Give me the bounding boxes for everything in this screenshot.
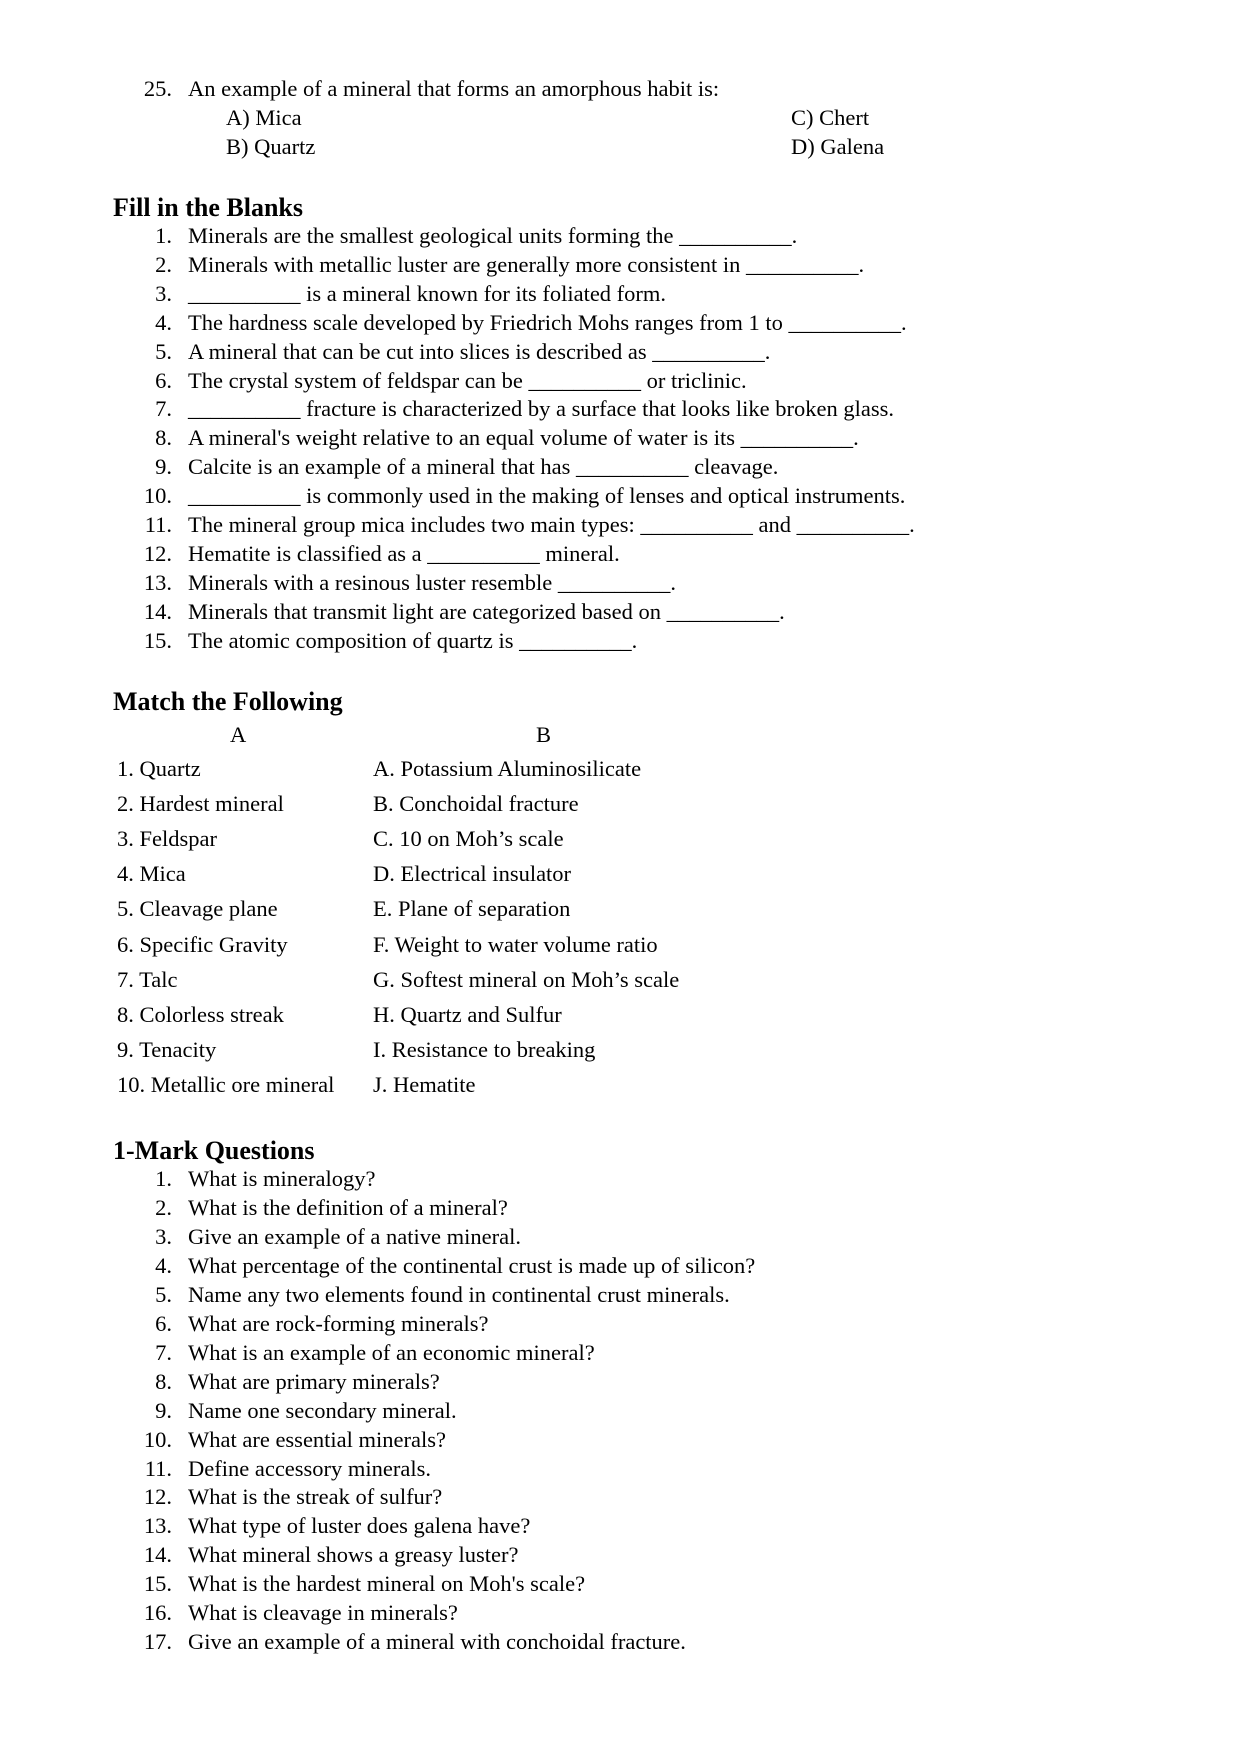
fill-blank-item-text: __________ is commonly used in the making of lenses and optical instruments.	[188, 483, 906, 509]
one-mark-item-text: Give an example of a native mineral.	[188, 1223, 521, 1249]
option-b: B) Quartz	[226, 134, 316, 159]
one-mark-item-text: What is the definition of a mineral?	[188, 1194, 508, 1220]
match-row-b: E. Plane of separation	[373, 896, 571, 922]
one-mark-item-text: What are rock-forming minerals?	[188, 1310, 489, 1336]
match-row-a: 4. Mica	[117, 861, 186, 887]
fill-blank-item-number: 13.	[143, 569, 172, 595]
fill-blank-item-text: A mineral's weight relative to an equal volume of water is its __________.	[188, 425, 859, 451]
one-mark-item-number: 12.	[143, 1484, 172, 1510]
option-d: D) Galena	[791, 134, 885, 159]
question-number: 25.	[143, 76, 172, 101]
match-row-b: D. Electrical insulator	[373, 861, 572, 887]
match-row-a: 2. Hardest mineral	[117, 791, 284, 817]
option-c: C) Chert	[791, 105, 870, 130]
fill-blank-item-number: 15.	[143, 627, 172, 653]
match-row-a: 8. Colorless streak	[117, 1001, 284, 1027]
fill-blank-item-text: Minerals with metallic luster are generally more consistent in __________.	[188, 251, 865, 277]
fill-blank-item-number: 7.	[155, 396, 172, 422]
match-row-b: I. Resistance to breaking	[373, 1036, 596, 1062]
fill-blank-item-number: 14.	[143, 598, 172, 624]
match-row-b: F. Weight to water volume ratio	[373, 931, 658, 957]
fill-blank-item-text: __________ is a mineral known for its foliated form.	[188, 280, 667, 306]
one-mark-item-number: 10.	[143, 1426, 172, 1452]
one-mark-item-text: What percentage of the continental crust is made up of silicon?	[188, 1252, 756, 1278]
one-mark-item-text: What are essential minerals?	[188, 1426, 447, 1452]
match-row-a: 3. Feldspar	[117, 826, 217, 852]
fill-blank-item-number: 11.	[144, 512, 172, 537]
one-mark-item-text: Define accessory minerals.	[188, 1455, 432, 1481]
match-row-a: 6. Specific Gravity	[117, 931, 288, 957]
section-heading-one-mark: 1-Mark Questions	[113, 1136, 315, 1165]
fill-blank-item-text: The hardness scale developed by Friedrich Mohs ranges from 1 to __________.	[188, 309, 907, 335]
one-mark-item-number: 5.	[155, 1281, 172, 1307]
fill-blank-item-number: 3.	[155, 280, 172, 306]
option-a: A) Mica	[226, 105, 302, 130]
one-mark-item-text: What mineral shows a greasy luster?	[188, 1542, 519, 1568]
fill-blank-item-text: The atomic composition of quartz is __________.	[188, 627, 638, 653]
one-mark-item-number: 9.	[155, 1397, 172, 1423]
one-mark-item-text: Name one secondary mineral.	[188, 1397, 457, 1423]
match-row-b: H. Quartz and Sulfur	[373, 1001, 562, 1027]
match-row-a: 9. Tenacity	[117, 1036, 217, 1062]
one-mark-item-text: What are primary minerals?	[188, 1368, 440, 1394]
one-mark-item-text: What is an example of an economic mineral?	[188, 1339, 595, 1365]
fill-blank-item-text: Minerals that transmit light are categorized based on __________.	[188, 598, 785, 624]
fill-blank-item-number: 10.	[143, 483, 172, 509]
fill-blank-item-number: 6.	[155, 367, 172, 393]
column-a-header: A	[230, 722, 247, 747]
match-row-b: J. Hematite	[373, 1071, 476, 1097]
match-row-b: G. Softest mineral on Moh’s scale	[373, 966, 680, 992]
fill-blank-item-text: Minerals with a resinous luster resemble __________.	[188, 569, 677, 595]
fill-blank-item-text: __________ fracture is characterized by a surface that looks like broken glass.	[188, 396, 894, 422]
match-row-a: 7. Talc	[117, 966, 178, 992]
one-mark-item-number: 7.	[155, 1339, 172, 1365]
match-row-b: C. 10 on Moh’s scale	[373, 826, 564, 852]
one-mark-item-number: 4.	[155, 1252, 172, 1278]
one-mark-item-text: What is mineralogy?	[188, 1166, 376, 1191]
one-mark-item-number: 8.	[155, 1368, 172, 1394]
one-mark-item-number: 13.	[143, 1513, 172, 1539]
one-mark-item-number: 3.	[155, 1223, 172, 1249]
section-heading-fill-blanks: Fill in the Blanks	[113, 193, 303, 222]
fill-blank-item-text: A mineral that can be cut into slices is described as __________.	[188, 338, 771, 364]
one-mark-item-text: Name any two elements found in continental crust minerals.	[188, 1281, 730, 1307]
fill-blank-item-number: 12.	[143, 540, 172, 566]
one-mark-item-number: 15.	[143, 1571, 172, 1597]
fill-blank-item-number: 4.	[155, 309, 172, 335]
fill-blank-item-number: 2.	[155, 251, 172, 277]
match-row-a: 10. Metallic ore mineral	[117, 1071, 335, 1097]
fill-blank-item-number: 1.	[155, 223, 172, 248]
fill-blank-item-text: Calcite is an example of a mineral that has __________ cleavage.	[188, 454, 779, 480]
fill-blank-item-text: Hematite is classified as a __________ mineral.	[188, 540, 620, 566]
fill-blank-item-number: 8.	[155, 425, 172, 451]
one-mark-item-text: What is the hardest mineral on Moh's scale?	[188, 1571, 586, 1597]
one-mark-item-text: What is the streak of sulfur?	[188, 1484, 443, 1510]
one-mark-item-text: What is cleavage in minerals?	[188, 1600, 458, 1626]
one-mark-item-number: 2.	[155, 1194, 172, 1220]
match-row-a: 5. Cleavage plane	[117, 896, 278, 922]
question-text: An example of a mineral that forms an amorphous habit is:	[188, 76, 720, 101]
one-mark-item-number: 17.	[143, 1629, 172, 1655]
fill-blank-item-number: 9.	[155, 454, 172, 480]
one-mark-item-text: Give an example of a mineral with conchoidal fracture.	[188, 1629, 686, 1655]
match-row-b: B. Conchoidal fracture	[373, 791, 579, 817]
section-heading-match: Match the Following	[113, 687, 343, 716]
one-mark-item-text: What type of luster does galena have?	[188, 1513, 531, 1539]
fill-blank-item-number: 5.	[155, 338, 172, 364]
one-mark-item-number: 6.	[155, 1310, 172, 1336]
match-row-b: A. Potassium Aluminosilicate	[373, 756, 642, 781]
fill-blank-item-text: Minerals are the smallest geological units forming the __________.	[188, 223, 798, 248]
match-row-a: 1. Quartz	[117, 756, 201, 781]
one-mark-item-number: 1.	[155, 1166, 172, 1191]
column-b-header: B	[536, 722, 552, 747]
one-mark-item-number: 14.	[143, 1542, 172, 1568]
one-mark-item-number: 11.	[144, 1455, 172, 1481]
one-mark-item-number: 16.	[143, 1600, 172, 1626]
fill-blank-item-text: The mineral group mica includes two main types: __________ and __________.	[188, 512, 915, 537]
fill-blank-item-text: The crystal system of feldspar can be __________ or triclinic.	[188, 367, 747, 393]
